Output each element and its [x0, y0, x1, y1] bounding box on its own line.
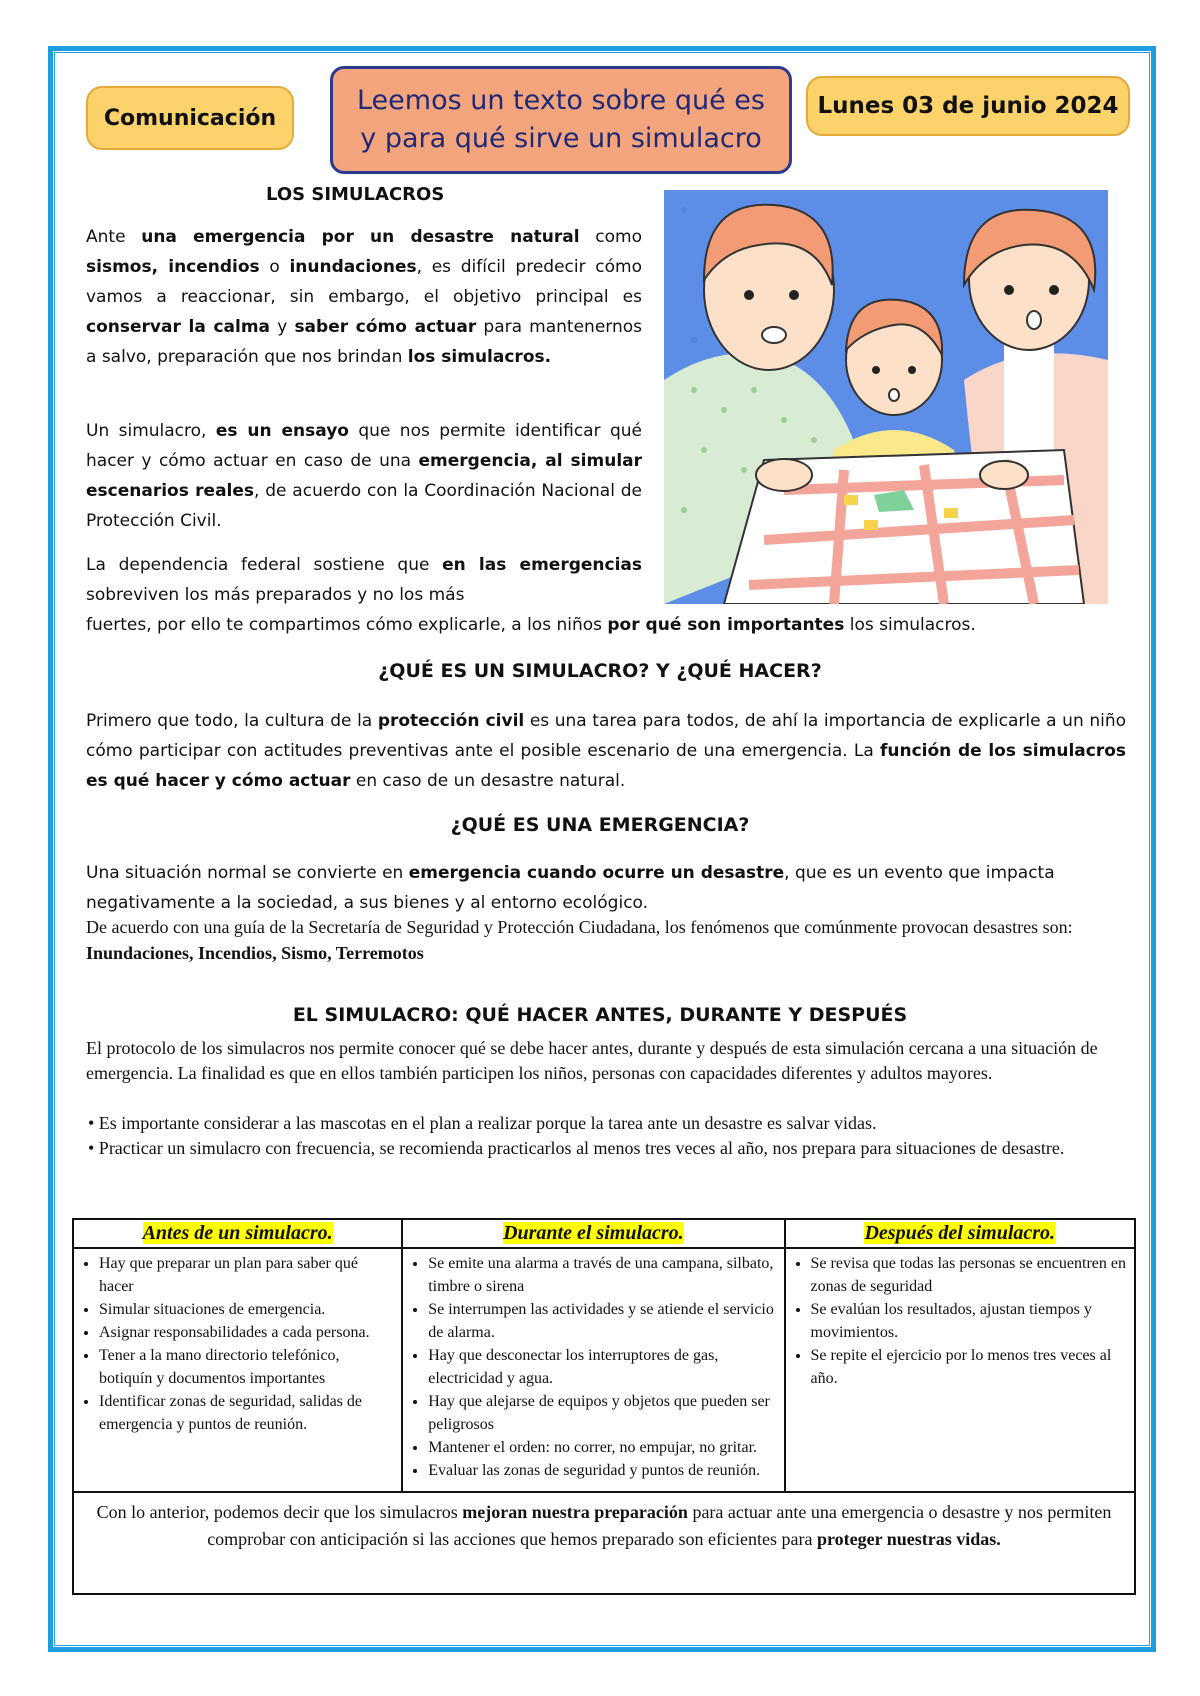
table-header-before: Antes de un simulacro.	[73, 1219, 402, 1248]
intro-paragraph-2	[86, 416, 642, 536]
text-run: como	[579, 227, 642, 247]
text-run: para actuar ante una emergencia o desastre y nos permiten comprobar con anticipación si las acciones que hemos preparado son eficientes para	[207, 1502, 1112, 1549]
section-emergency-paragraph-2	[86, 914, 1126, 966]
list-item: • Mantener el orden: no correr, no empujar, no gritar.	[428, 1436, 778, 1459]
text-run: De acuerdo con una guía de la Secretaría de Seguridad y Protección Ciudadana, los fenómenos que comúnmente provocan desastres son:	[86, 917, 1073, 937]
text-run: que nos permite identificar qué hacer y cómo actuar en caso de una	[86, 421, 642, 471]
text-run: es una tarea para todos, de ahí la importancia de explicarle a un niño cómo participar con actitudes preventivas ante el posible escenario de una emergencia. La	[86, 711, 1126, 761]
section-emergency-paragraph-1	[86, 858, 1126, 918]
date-tag	[806, 76, 1130, 136]
date-label: Lunes 03 de junio 2024	[817, 93, 1119, 119]
text-run: para mantenernos a salvo, preparación que nos brindan	[86, 317, 643, 367]
intro-paragraph-3	[86, 550, 642, 610]
text-run: en caso de un desastre natural.	[350, 771, 626, 791]
protocol-bullet: • Practicar un simulacro con frecuencia, se recomienda practicarlos al menos tres veces al año, nos prepara para situaciones de desastre.	[88, 1138, 1065, 1158]
drill-table	[72, 1218, 1136, 1595]
list-item: • Se evalúan los resultados, ajustan tiempos y movimientos.	[811, 1298, 1129, 1344]
text-run: sismos, incendios	[86, 257, 260, 277]
text-run: los simulacros.	[407, 347, 552, 367]
text-run: , que es un evento que impacta negativamente a la sociedad, a sus bienes y al entorno ecológico.	[86, 863, 1055, 913]
text-run: Con lo anterior, podemos decir que los simulacros	[96, 1502, 463, 1522]
text-run: conservar la calma	[86, 317, 271, 337]
section-what-paragraph	[86, 706, 1126, 796]
list-item: • Se repite el ejercicio por lo menos tres veces al año.	[811, 1344, 1129, 1390]
table-cell-after	[785, 1248, 1135, 1492]
table-header-during: Durante el simulacro.	[402, 1219, 784, 1248]
text-run: Una situación normal se convierte en	[86, 863, 409, 883]
table-header-after: Después del simulacro.	[785, 1219, 1135, 1248]
text-run: proteger nuestras vidas.	[816, 1529, 1001, 1549]
during-list	[404, 1250, 782, 1490]
intro-heading: LOS SIMULACROS	[266, 184, 445, 205]
text-run: , es difícil predecir cómo vamos a reaccionar, sin embargo, el objetivo principal es	[86, 257, 643, 307]
intro-paragraph-1	[86, 222, 642, 372]
list-item: • Se emite una alarma a través de una campana, silbato, timbre o sirena	[428, 1252, 778, 1298]
after-list	[787, 1250, 1133, 1398]
text-run: los simulacros.	[844, 615, 976, 635]
text-run: emergencia, al simular escenarios reales	[86, 451, 642, 501]
section-emergency-heading: ¿QUÉ ES UNA EMERGENCIA?	[450, 814, 750, 836]
list-item: • Se interrumpen las actividades y se atiende el servicio de alarma.	[428, 1298, 778, 1344]
section-what-heading: ¿QUÉ ES UN SIMULACRO? Y ¿QUÉ HACER?	[378, 660, 822, 682]
text-run: en las emergencias	[442, 555, 642, 575]
table-cell-during	[402, 1248, 784, 1492]
protocol-bullet: • Es importante considerar a las mascotas en el plan a realizar porque la tarea ante un desastre es salvar vidas.	[88, 1113, 877, 1133]
text-run: y	[270, 317, 295, 337]
text-run: sobreviven los más preparados y no los más	[86, 585, 465, 605]
text-run: saber cómo actuar	[294, 317, 477, 337]
text-run: , de acuerdo con la Coordinación Nacional de Protección Civil.	[86, 481, 642, 531]
list-item: • Asignar responsabilidades a cada persona.	[99, 1321, 396, 1344]
title-box	[330, 66, 792, 174]
list-item: • Simular situaciones de emergencia.	[99, 1298, 396, 1321]
text-run: o	[259, 257, 290, 277]
list-item: • Hay que preparar un plan para saber qué hacer	[99, 1252, 396, 1298]
text-run: mejoran nuestra preparación	[462, 1502, 688, 1522]
subject-tag	[86, 86, 294, 150]
page-title: Leemos un texto sobre qué es y para qué sirve un simulacro	[356, 85, 765, 154]
list-item: • Tener a la mano directorio telefónico, botiquín y documentos importantes	[99, 1344, 396, 1390]
text-run: inundaciones	[289, 257, 417, 277]
text-run: emergencia cuando ocurre un desastre	[408, 863, 785, 883]
table-cell-before	[73, 1248, 402, 1492]
text-run: protección civil	[377, 711, 525, 731]
text-run: una emergencia por un desastre natural	[141, 227, 580, 247]
protocol-bullet-list	[86, 1111, 1106, 1161]
text-run: es un ensayo	[215, 421, 349, 441]
intro-paragraph-3-continued	[86, 610, 1126, 640]
section-protocol-paragraph: El protocolo de los simulacros nos permite conocer qué se debe hacer antes, durante y después de esta simulación cercana a una situación de emergencia. La finalidad es que en ellos también participen los niños, personas con capacidades diferentes y adultos mayores.	[86, 1038, 1098, 1083]
list-item: • Identificar zonas de seguridad, salidas de emergencia y puntos de reunión.	[99, 1390, 396, 1436]
list-item: • Hay que desconectar los interruptores de gas, electricidad y agua.	[428, 1344, 778, 1390]
list-item: • Hay que alejarse de equipos y objetos que pueden ser peligrosos	[428, 1390, 778, 1436]
text-run: función de los simulacros es qué hacer y cómo actuar	[86, 741, 1127, 791]
section-protocol-heading: EL SIMULACRO: QUÉ HACER ANTES, DURANTE Y DESPUÉS	[292, 1004, 908, 1026]
text-run: Primero que todo, la cultura de la	[86, 711, 378, 731]
text-run: Inundaciones, Incendios, Sismo, Terremotos	[86, 943, 424, 963]
text-run: fuertes, por ello te compartimos cómo explicarle, a los niños	[86, 615, 608, 635]
text-run: Ante	[86, 227, 142, 247]
before-list	[75, 1250, 400, 1444]
family-with-map-illustration	[664, 190, 1108, 604]
text-run: Un simulacro,	[86, 421, 216, 441]
subject-label: Comunicación	[103, 105, 277, 131]
list-item: • Se revisa que todas las personas se encuentren en zonas de seguridad	[811, 1252, 1129, 1298]
table-conclusion	[73, 1492, 1135, 1594]
list-item: • Evaluar las zonas de seguridad y puntos de reunión.	[428, 1459, 778, 1482]
text-run: por qué son importantes	[607, 615, 845, 635]
text-run: La dependencia federal sostiene que	[86, 555, 443, 575]
